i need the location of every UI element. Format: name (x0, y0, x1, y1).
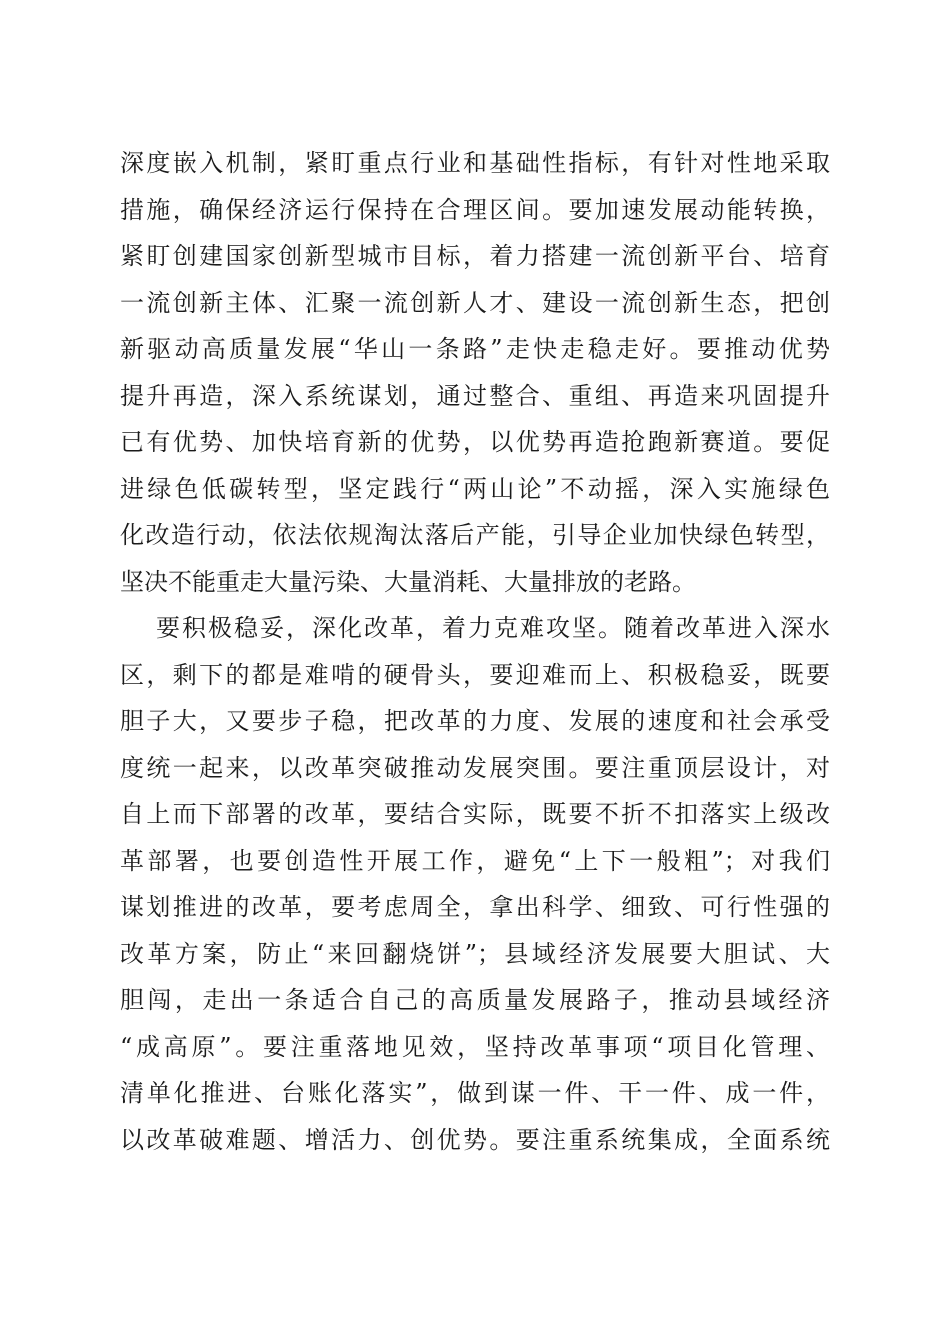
text-line: 新驱动高质量发展“华山一条路”走快走稳走好。要推动优势 (120, 335, 830, 363)
text-line: 一流创新主体、汇聚一流创新人才、建设一流创新生态，把创 (120, 288, 830, 317)
text-line: 胆闯，走出一条适合自己的高质量发展路子，推动县域经济 (120, 986, 830, 1014)
text-line: 进绿色低碳转型，坚定践行“两山论”不动摇，深入实施绿色 (120, 474, 830, 503)
text-line: 提升再造，深入系统谋划，通过整合、重组、再造来巩固提升 (120, 381, 830, 410)
text-line: 措施，确保经济运行保持在合理区间。要加速发展动能转换， (120, 195, 830, 224)
text-line: 坚决不能重走大量污染、大量消耗、大量排放的老路。 (120, 567, 696, 596)
text-line: 化改造行动，依法依规淘汰落后产能，引导企业加快绿色转型， (120, 521, 830, 549)
text-line: 区，剩下的都是难啃的硬骨头，要迎难而上、积极稳妥，既要 (120, 660, 830, 689)
text-line: 度统一起来，以改革突破推动发展突围。要注重顶层设计，对 (120, 753, 830, 782)
text-line: 已有优势、加快培育新的优势，以优势再造抢跑新赛道。要促 (120, 428, 830, 456)
text-line: 清单化推进、台账化落实”，做到谋一件、干一件、成一件， (120, 1079, 830, 1107)
text-line: 胆子大，又要步子稳，把改革的力度、发展的速度和社会承受 (120, 707, 830, 735)
text-line-first: 要积极稳妥，深化改革，着力克难攻坚。随着改革进入深水 (156, 614, 830, 642)
text-line: 革部署，也要创造性开展工作，避免“上下一般粗”；对我们 (120, 846, 830, 875)
text-line: 深度嵌入机制，紧盯重点行业和基础性指标，有针对性地采取 (120, 149, 830, 177)
text-line: 自上而下部署的改革，要结合实际，既要不折不扣落实上级改 (120, 800, 830, 828)
body-text (120, 140, 830, 1163)
text-line: 以改革破难题、增活力、创优势。要注重系统集成，全面系统 (120, 1125, 830, 1154)
text-line: “成高原”。要注重落地见效，坚持改革事项“项目化管理、 (120, 1032, 830, 1061)
text-line: 紧盯创建国家创新型城市目标，着力搭建一流创新平台、培育 (120, 242, 830, 270)
text-line: 谋划推进的改革，要考虑周全，拿出科学、细致、可行性强的 (120, 893, 830, 921)
text-line: 改革方案，防止“来回翻烧饼”；县域经济发展要大胆试、大 (120, 939, 830, 968)
